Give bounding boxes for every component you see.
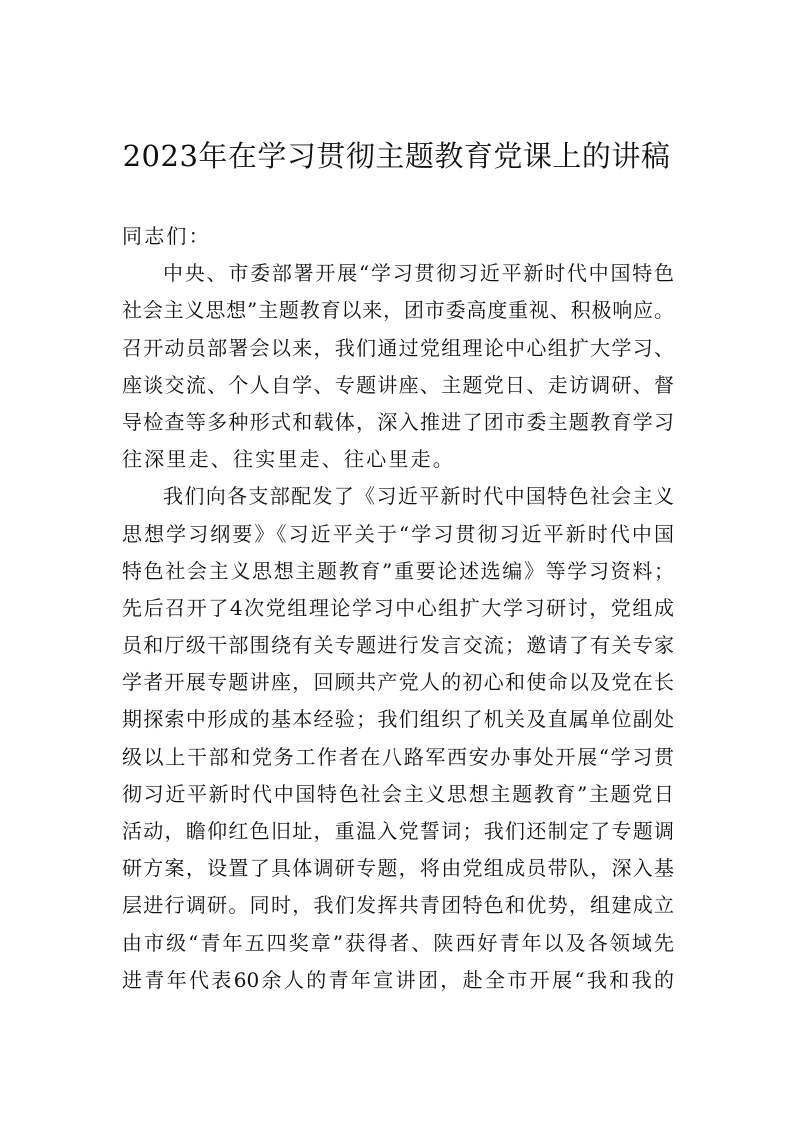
- paragraph-line: 层进行调研。同时，我们发挥共青团特色和优势，组建成立: [122, 893, 674, 918]
- paragraph-line: 社会主义思想”主题教育以来，团市委高度重视、积极响应。: [122, 298, 674, 323]
- paragraph-line: 由市级“青年五四奖章”获得者、陕西好青年以及各领域先: [122, 930, 674, 955]
- document-body: [122, 218, 674, 999]
- paragraph-line: 员和厅级干部围绕有关专题进行发言交流；邀请了有关专家: [122, 633, 674, 658]
- paragraph-line: 级以上干部和党务工作者在八路军西安办事处开展“学习贯: [122, 744, 674, 769]
- paragraph-line: 进青年代表60余人的青年宣讲团，赴全市开展“我和我的: [122, 967, 674, 992]
- paragraph-line: 研方案，设置了具体调研专题，将由党组成员带队，深入基: [122, 856, 674, 881]
- paragraph-line: 中央、市委部署开展“学习贯彻习近平新时代中国特色: [163, 261, 674, 286]
- document-title: 2023年在学习贯彻主题教育党课上的讲稿: [122, 139, 671, 173]
- paragraph-line: 思想学习纲要》《习近平关于“学习贯彻习近平新时代中国: [122, 521, 674, 546]
- paragraph-line: 座谈交流、个人自学、专题讲座、主题党日、走访调研、督: [122, 372, 674, 397]
- paragraph-line: 活动，瞻仰红色旧址，重温入党誓词；我们还制定了专题调: [122, 819, 674, 843]
- salutation: 同志们：: [122, 224, 211, 248]
- paragraph-line: 学者开展专题讲座，回顾共产党人的初心和使命以及党在长: [122, 670, 674, 695]
- paragraph-line: 往深里走、往实里走、往心里走。: [122, 447, 455, 472]
- paragraph-line: 导检查等多种形式和载体，深入推进了团市委主题教育学习: [122, 409, 674, 434]
- paragraph-line: 我们向各支部配发了《习近平新时代中国特色社会主义: [163, 484, 674, 509]
- paragraph-line: 召开动员部署会以来，我们通过党组理论中心组扩大学习、: [122, 335, 674, 360]
- paragraph-line: 特色社会主义思想主题教育”重要论述选编》等学习资料；: [122, 558, 674, 583]
- paragraph-line: 彻习近平新时代中国特色社会主义思想主题教育”主题党日: [122, 781, 674, 806]
- paragraph-line: 期探索中形成的基本经验；我们组织了机关及直属单位副处: [122, 707, 674, 732]
- paragraph-line: 先后召开了4次党组理论学习中心组扩大学习研讨，党组成: [122, 595, 674, 620]
